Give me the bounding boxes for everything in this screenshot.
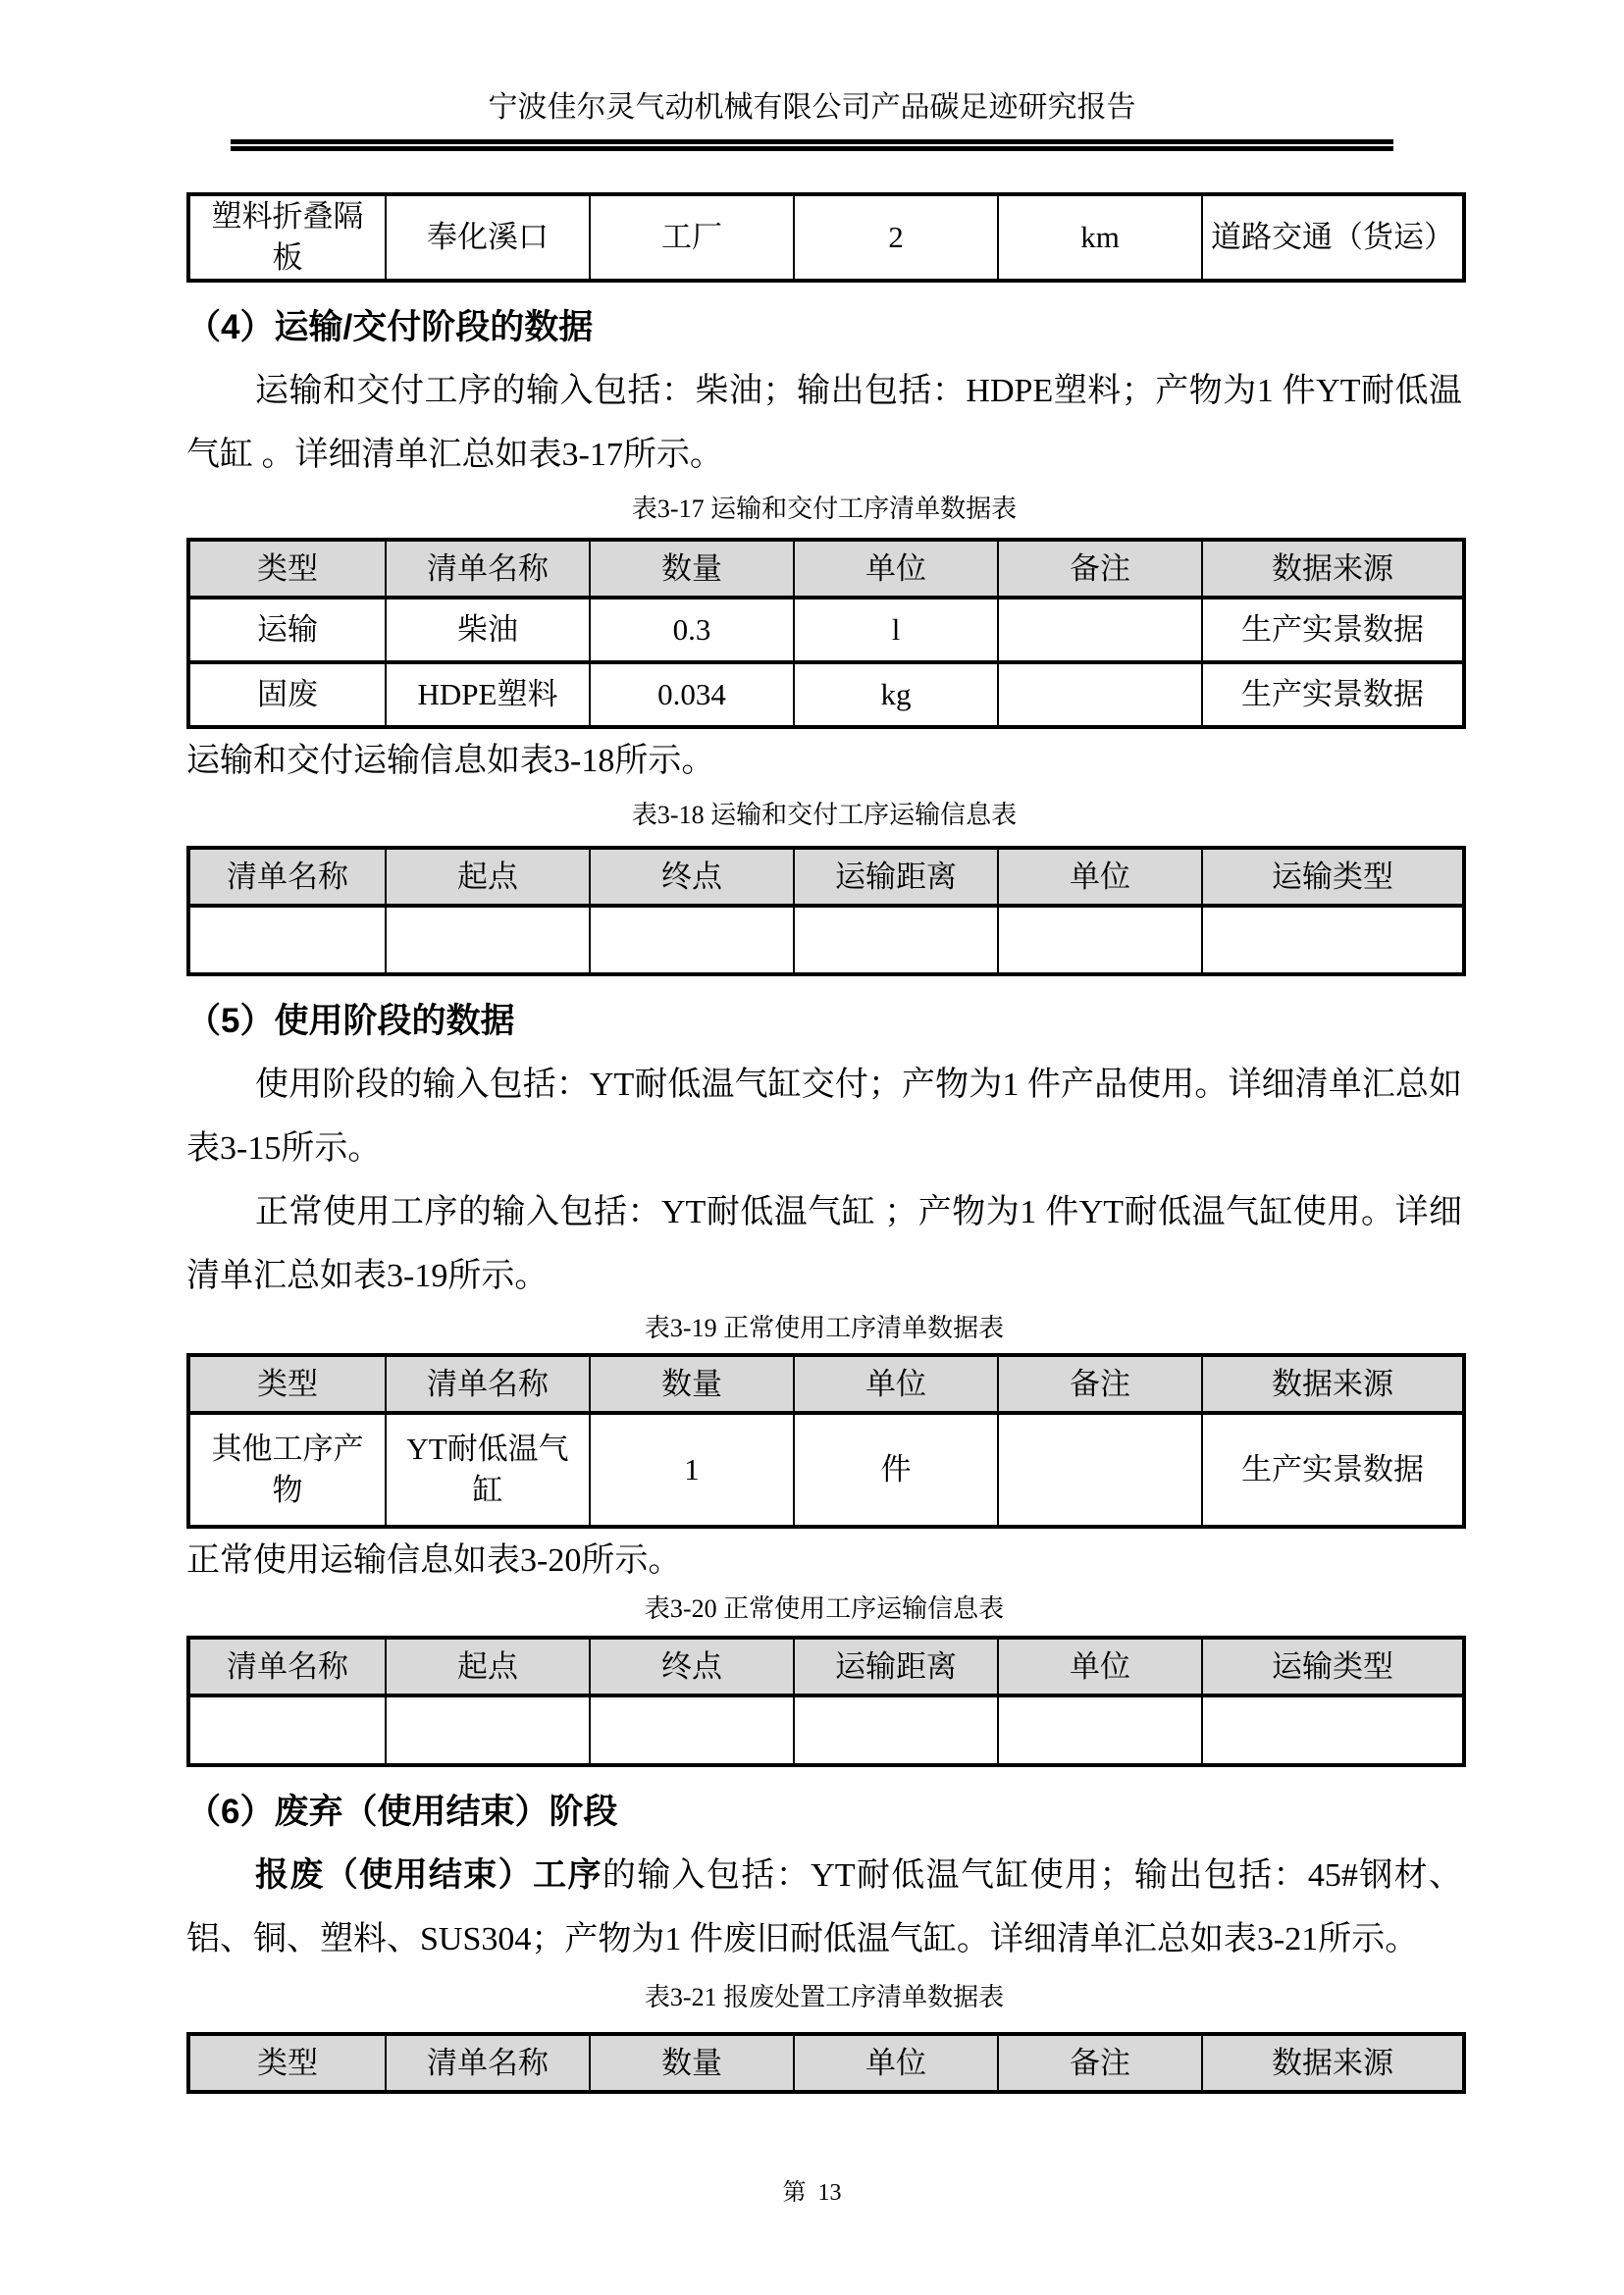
- header-cell-4: 备注: [998, 540, 1202, 598]
- section-5-paragraph-2: 正常使用工序的输入包括：YT耐低温气缸 ；产物为1 件YT耐低温气缸使用。详细清单汇总如表3-19所示。: [186, 1194, 1462, 1294]
- table-3-18-header-row: [188, 848, 1464, 906]
- header-cell-4: 备注: [998, 2034, 1202, 2092]
- header-cell-1: 起点: [386, 848, 590, 906]
- page-header-title: 宁波佳尔灵气动机械有限公司产品碳足迹研究报告: [488, 91, 1136, 124]
- table-row: [188, 1695, 1464, 1765]
- header-cell-0: 类型: [188, 540, 386, 598]
- header-cell-3: 单位: [794, 1355, 998, 1413]
- section-4-paragraph: 运输和交付工序的输入包括：柴油；输出包括：HDPE塑料；产物为1 件YT耐低温气缸 。详细清单汇总如表3-17所示。: [186, 373, 1462, 473]
- header-cell-1: 清单名称: [386, 2034, 590, 2092]
- header-cell-5: 数据来源: [1202, 2034, 1464, 2092]
- table-cell-2: 0.3: [590, 598, 794, 662]
- table-3-17-caption: 表3-17 运输和交付工序清单数据表: [631, 495, 1018, 523]
- table-3-20: [186, 1636, 1466, 1767]
- table-cell-2: [590, 1695, 794, 1765]
- table-cell-4: [998, 598, 1202, 662]
- table-row: [188, 1413, 1464, 1527]
- table-cell-2: 工厂: [590, 194, 794, 281]
- section-6-paragraph-rest: 的输入包括：YT耐低温气缸使用；输出包括：45#钢材、铝、铜、塑料、SUS304；产物为1 件废旧耐低温气缸。详细清单汇总如表3-21所示。: [186, 1857, 1462, 1957]
- table-row: [188, 598, 1464, 662]
- header-cell-2: 数量: [590, 540, 794, 598]
- table-row: [188, 906, 1464, 974]
- table-3-19-header-row: [188, 1355, 1464, 1413]
- table-3-19-caption: 表3-19 正常使用工序清单数据表: [644, 1314, 1005, 1342]
- table-3-18: [186, 846, 1466, 976]
- page-number: 第 13: [782, 2180, 842, 2206]
- section-5-paragraph-1: 使用阶段的输入包括：YT耐低温气缸交付；产物为1 件产品使用。详细清单汇总如表3-15所示。: [186, 1067, 1462, 1167]
- table-3-17: [186, 538, 1466, 729]
- table-3-21: [186, 2032, 1466, 2094]
- header-cell-3: 单位: [794, 540, 998, 598]
- header-cell-0: 类型: [188, 2034, 386, 2092]
- table-3-18-body: [188, 906, 1464, 974]
- header-cell-2: 终点: [590, 1638, 794, 1695]
- table-cell-2: [590, 906, 794, 974]
- header-cell-3: 单位: [794, 2034, 998, 2092]
- table-cell-3: kg: [794, 662, 998, 727]
- header-cell-0: 类型: [188, 1355, 386, 1413]
- header-cell-5: 运输类型: [1202, 1638, 1464, 1695]
- table-cell-0: 运输: [188, 598, 386, 662]
- section-5-heading: （5）使用阶段的数据: [186, 1002, 515, 1040]
- table-cell-0: 其他工序产物: [188, 1413, 386, 1527]
- table-row: [188, 662, 1464, 727]
- table-cell-3: [794, 906, 998, 974]
- header-cell-4: 单位: [998, 848, 1202, 906]
- table-3-20-header-row: [188, 1638, 1464, 1695]
- table-cell-4: [998, 1413, 1202, 1527]
- table-cell-5: 生产实景数据: [1202, 662, 1464, 727]
- header-cell-1: 起点: [386, 1638, 590, 1695]
- header-cell-0: 清单名称: [188, 1638, 386, 1695]
- table-cell-3: 2: [794, 194, 998, 281]
- table-row: [188, 194, 1464, 281]
- table-cell-1: 柴油: [386, 598, 590, 662]
- table-cell-4: km: [998, 194, 1202, 281]
- header-cell-5: 运输类型: [1202, 848, 1464, 906]
- table-3-19-body: [188, 1413, 1464, 1527]
- table-cell-5: [1202, 1695, 1464, 1765]
- table-cell-0: [188, 906, 386, 974]
- table-cell-2: 1: [590, 1413, 794, 1527]
- header-cell-3: 运输距离: [794, 848, 998, 906]
- table-cell-5: 生产实景数据: [1202, 598, 1464, 662]
- header-cell-5: 数据来源: [1202, 1355, 1464, 1413]
- table-cell-5: [1202, 906, 1464, 974]
- table-3-20-caption: 表3-20 正常使用工序运输信息表: [644, 1594, 1005, 1623]
- table-cell-1: [386, 906, 590, 974]
- section-6-paragraph: [186, 1844, 1462, 1971]
- table-cell-4: [998, 906, 1202, 974]
- table-cell-0: [188, 1695, 386, 1765]
- note-table-20: 正常使用运输信息如表3-20所示。: [186, 1542, 682, 1579]
- table-3-21-header-row: [188, 2034, 1464, 2092]
- header-cell-2: 数量: [590, 1355, 794, 1413]
- header-cell-4: 备注: [998, 1355, 1202, 1413]
- table-3-19: [186, 1353, 1466, 1529]
- table-cell-5: 道路交通（货运）: [1202, 194, 1464, 281]
- table-cell-3: [794, 1695, 998, 1765]
- table-3-20-body: [188, 1695, 1464, 1765]
- section-4-heading: （4）运输/交付阶段的数据: [186, 308, 594, 346]
- section-6-paragraph-bold: 报废（使用结束）工序: [255, 1856, 602, 1894]
- table-body: [188, 194, 1464, 281]
- page-content: [0, 192, 1624, 2094]
- table-cell-3: 件: [794, 1413, 998, 1527]
- header-cell-3: 运输距离: [794, 1638, 998, 1695]
- table-cell-3: l: [794, 598, 998, 662]
- table-3-21-caption: 表3-21 报废处置工序清单数据表: [644, 1983, 1005, 2011]
- header-cell-2: 数量: [590, 2034, 794, 2092]
- table-cell-1: YT耐低温气缸: [386, 1413, 590, 1527]
- header-double-rule: [231, 139, 1393, 151]
- header-cell-2: 终点: [590, 848, 794, 906]
- table-3-18-caption: 表3-18 运输和交付工序运输信息表: [631, 801, 1018, 829]
- table-cell-2: 0.034: [590, 662, 794, 727]
- table-cell-1: 奉化溪口: [386, 194, 590, 281]
- table-cell-0: 塑料折叠隔板: [188, 194, 386, 281]
- table-cell-5: 生产实景数据: [1202, 1413, 1464, 1527]
- table-3-17-header-row: [188, 540, 1464, 598]
- header-cell-1: 清单名称: [386, 1355, 590, 1413]
- header-cell-5: 数据来源: [1202, 540, 1464, 598]
- table-cell-0: 固废: [188, 662, 386, 727]
- note-table-18: 运输和交付运输信息如表3-18所示。: [186, 743, 715, 779]
- header-cell-0: 清单名称: [188, 848, 386, 906]
- table-cell-1: HDPE塑料: [386, 662, 590, 727]
- table-3-16-continued: [186, 192, 1466, 283]
- table-cell-4: [998, 1695, 1202, 1765]
- table-cell-1: [386, 1695, 590, 1765]
- header-cell-1: 清单名称: [386, 540, 590, 598]
- table-cell-4: [998, 662, 1202, 727]
- header-cell-4: 单位: [998, 1638, 1202, 1695]
- section-6-heading: （6）废弃（使用结束）阶段: [186, 1793, 618, 1831]
- table-3-17-body: [188, 598, 1464, 727]
